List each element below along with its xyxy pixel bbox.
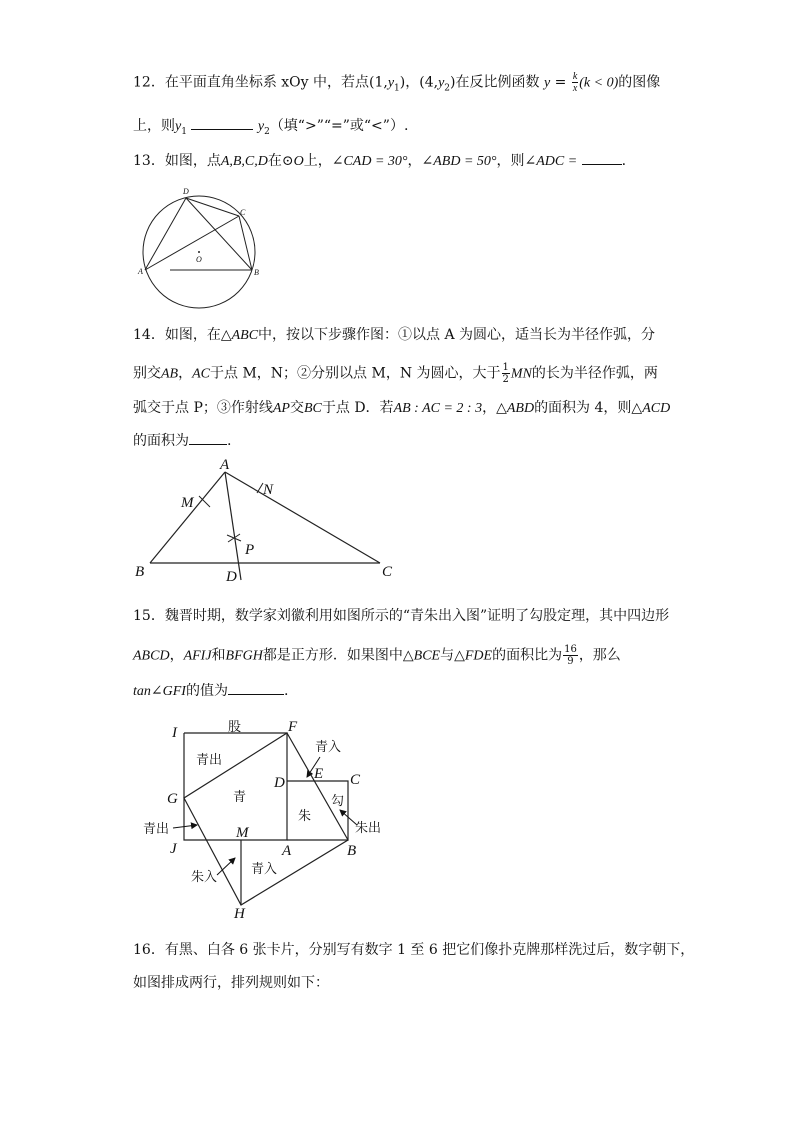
label-N: N [263,482,274,498]
region-zhu: 朱 [298,809,312,824]
answer-blank-q12[interactable] [191,115,253,130]
figure-13-circle [136,186,266,312]
label-G: G [167,791,178,807]
q15-line1: 15．魏晋时期，数学家刘徽利用如图所示的“青朱出入图”证明了勾股定理，其中四边形 [133,608,670,624]
q12-line2: 上，则$y_1$ $y_2$（填“>”“=”或“<”）. [133,115,408,142]
square-AFIJ [184,733,287,840]
label-D: D [226,569,237,585]
fraction-16-over-9: $\frac{16}{9}$ [564,644,577,667]
label-O: O [196,255,202,264]
q14-line2: 别交AB，AC于点 M，N；②分别以点 M，N 为圆心，大于 $\frac{1}{2}$ MN的长为半径作弧，两 [133,362,658,385]
region-zhuchu: 朱出 [355,821,382,836]
label-B: B [347,843,357,859]
fraction-one-half: $\frac{1}{2}$ [502,362,509,385]
answer-blank-q13[interactable] [582,150,622,165]
arrow-zhuru [217,858,235,875]
center-dot-O [198,251,200,253]
label-P: P [245,542,255,558]
answer-blank-q15[interactable] [228,680,284,695]
q14-line4: 的面积为 . [133,430,231,451]
segment-AC [145,216,239,270]
label-A: A [282,843,292,859]
label-B: B [135,564,145,580]
label-A: A [138,267,143,276]
q14-line3: 弧交于点 P；③作射线AP交BC于点 D．若AB : AC = 2 : 3，△ABD的面积为 4，则△ACD [133,400,671,416]
label-M: M [236,825,249,841]
region-gu: 股 [228,720,242,735]
label-D: D [274,775,285,791]
square-ABCD [287,781,348,840]
segment-CB [239,216,252,270]
q15-line3: tan∠GFI的值为 . [133,680,288,702]
answer-blank-q14[interactable] [189,430,227,445]
side-AB [150,472,225,563]
label-D: D [183,187,189,196]
label-I: I [172,725,177,741]
region-qingchu-left: 青出 [143,822,170,837]
region-qing: 青 [233,790,247,805]
label-E: E [314,766,324,782]
label-J: J [170,841,177,857]
label-F: F [288,719,298,735]
figure-14-triangle [130,455,400,585]
q15-line2: ABCD，AFIJ和BFGH都是正方形．如果图中△BCE与△FDE的面积比为 $\frac{16}{9}$ ，那么 [133,644,621,667]
q14-line1: 14．如图，在△ABC中，按以下步骤作图：①以点 A 为圆心，适当长为半径作弧，分 [133,327,656,343]
label-C: C [382,564,393,580]
ray-AP [225,472,241,580]
figure-15-qingzhu [135,715,395,925]
label-B: B [254,268,259,277]
q16-line1: 16．有黑、白各 6 张卡片，分别写有数字 1 至 6 把它们像扑克牌那样洗过后，数字朝下， [133,942,695,958]
region-qingru-bottom: 青入 [251,862,278,877]
segment-AD [145,198,186,270]
label-H: H [234,906,245,922]
region-gou: 勾 [331,794,345,809]
fraction-k-over-x: $\frac{k}{x}$ [572,71,578,94]
region-qingru-top: 青入 [315,740,342,755]
label-A: A [220,457,230,473]
arrow-qingchu-left [173,825,197,828]
q12-line1: 12．在平面直角坐标系 xOy 中，若点$(1,y_1)$，$(4,y_2)$在反比例函数 y = $\frac{k}{x}$ (k < 0)的图像 [133,71,661,94]
region-qingchu: 青出 [196,753,223,768]
q16-line2: 如图排成两行，排列规则如下： [133,975,329,991]
label-C: C [240,208,246,217]
label-C: C [350,772,361,788]
label-M: M [181,495,194,511]
region-zhuru: 朱入 [191,870,218,885]
q13-line1: 13．如图，点A,B,C,D在⊙O上，∠CAD = 30°，∠ABD = 50°，则∠ADC = . [133,150,626,172]
